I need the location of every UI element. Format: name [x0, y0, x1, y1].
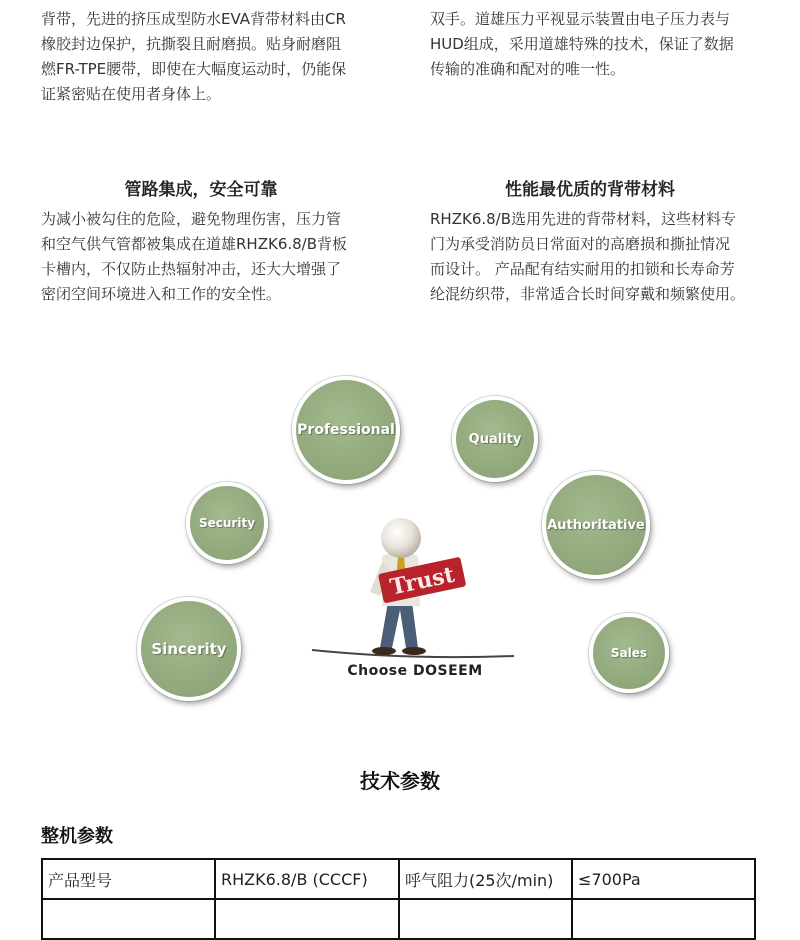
- table-cell: RHZK6.8/B (CCCF): [215, 859, 399, 899]
- table-cell: [572, 899, 755, 939]
- table-cell: [215, 899, 399, 939]
- text-line: 门为承受消防员日常面对的高磨损和撕扯情况: [430, 235, 731, 253]
- text-line: 纶混纺织带，非常适合长时间穿戴和频繁使用。: [430, 285, 746, 303]
- head: [381, 518, 421, 558]
- circle-professional: Professional: [292, 376, 400, 484]
- circle-authoritative: Authoritative: [542, 471, 650, 579]
- text-line: 证紧密贴在使用者身体上。: [41, 85, 222, 103]
- text-line: 双手。道雄压力平视显示装置由电子压力表与: [430, 10, 731, 28]
- feature-left-title: 管路集成，安全可靠: [124, 180, 278, 200]
- text-line: 密闭空间环境进入和工作的安全性。: [41, 285, 282, 303]
- table-row: [42, 899, 755, 939]
- circle-security: Security: [186, 482, 268, 564]
- top-left-paragraph: [41, 7, 386, 107]
- circle-sincerity: Sincerity: [137, 597, 241, 701]
- legs: [380, 602, 418, 648]
- table-cell: 呼气阻力(25次/min): [399, 859, 572, 899]
- text-line: 燃FR-TPE腰带，即使在大幅度运动时，仍能保: [41, 60, 347, 78]
- text-line: 为减小被勾住的危险，避免物理伤害，压力管: [41, 210, 342, 228]
- table-cell: [399, 899, 572, 939]
- feature-right-paragraph: [430, 207, 775, 307]
- table-cell: ≤700Pa: [572, 859, 755, 899]
- left-shoe: [372, 647, 396, 655]
- circle-quality: Quality: [452, 396, 538, 482]
- feature-left-paragraph: [41, 207, 386, 307]
- trust-sign-text: Trust: [387, 561, 457, 601]
- section-title: 整机参数: [41, 826, 113, 847]
- text-line: 橡胶封边保护，抗撕裂且耐磨损。贴身耐磨阻: [41, 35, 342, 53]
- text-line: HUD组成，采用道雄特殊的技术，保证了数据: [430, 35, 734, 53]
- text-line: RHZK6.8/B选用先进的背带材料，这些材料专: [430, 210, 737, 228]
- text-line: 背带，先进的挤压成型防水EVA背带材料由CR: [41, 10, 346, 28]
- specs-title: 技术参数: [360, 769, 440, 793]
- table-row: [42, 859, 755, 899]
- specs-table: [41, 858, 756, 940]
- table-cell: [42, 899, 215, 939]
- text-line: 而设计。 产品配有结实耐用的扣锁和长寿命芳: [430, 260, 735, 278]
- right-shoe: [402, 647, 426, 655]
- top-right-paragraph: [430, 7, 770, 82]
- text-line: 和空气供气管都被集成在道雄RHZK6.8/B背板: [41, 235, 348, 253]
- circle-sales: Sales: [589, 613, 669, 693]
- feature-right-title: 性能最优质的背带材料: [505, 180, 675, 200]
- table-cell: 产品型号: [42, 859, 215, 899]
- slogan: Choose DOSEEM: [347, 663, 483, 679]
- text-line: 卡槽内，不仅防止热辐射冲击，还大大增强了: [41, 260, 342, 278]
- trust-figure-illustration: [300, 510, 530, 670]
- text-line: 传输的准确和配对的唯一性。: [430, 60, 626, 78]
